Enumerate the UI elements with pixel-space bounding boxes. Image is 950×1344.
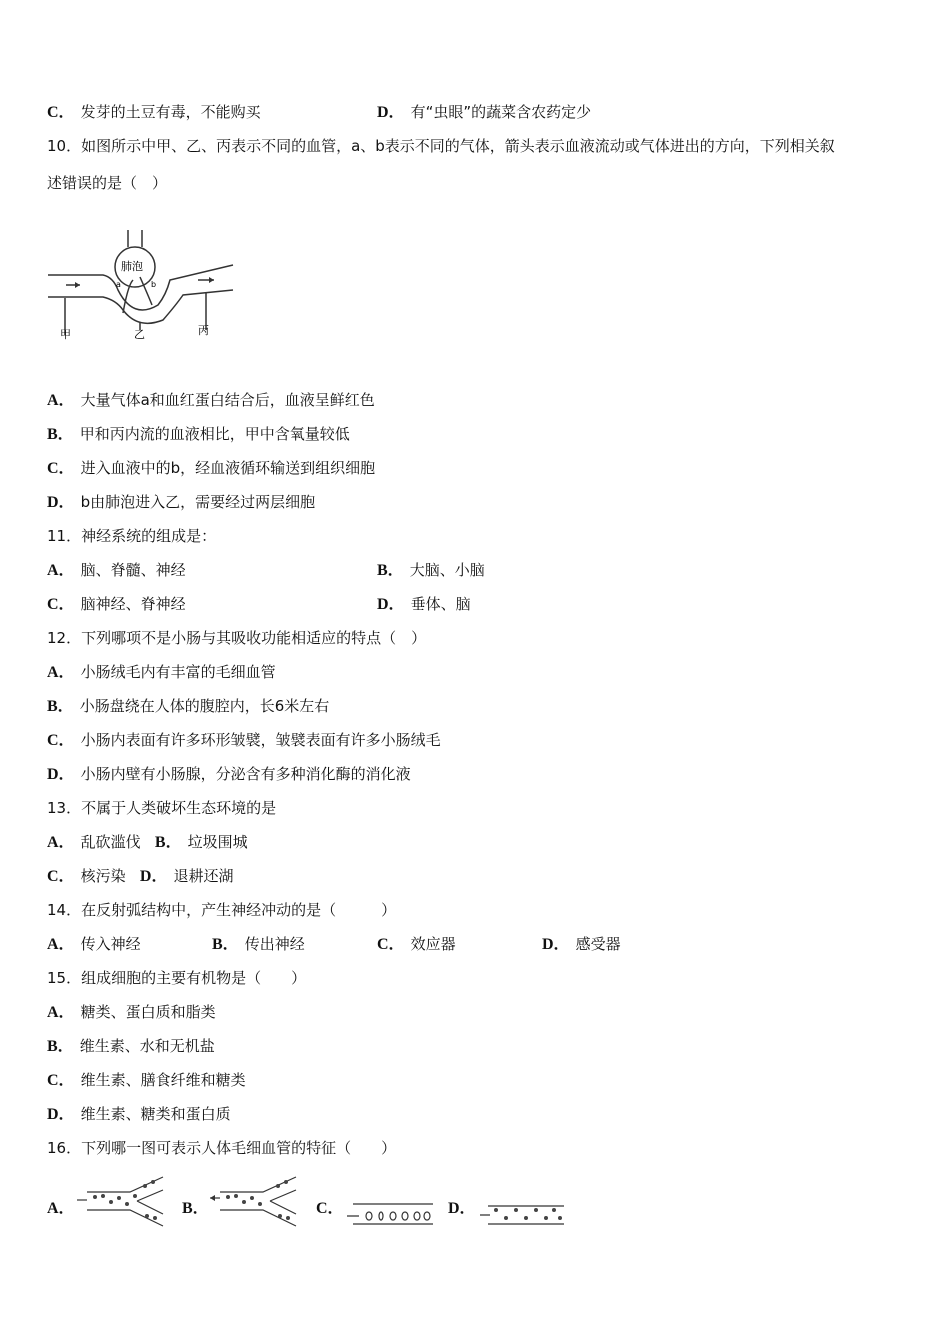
q11-stem: 11．神经系统的组成是： bbox=[47, 527, 217, 545]
q12-option-c: C． 小肠内表面有许多环形皱襞，皱襞表面有许多小肠绒毛 bbox=[47, 731, 441, 749]
capillary-image-c bbox=[345, 1200, 435, 1228]
q15-stem: 15．组成细胞的主要有机物是（ ） bbox=[47, 969, 307, 987]
q13-stem: 13．不属于人类破坏生态环境的是 bbox=[47, 799, 277, 817]
q16-option-a-label: A． bbox=[47, 1200, 75, 1217]
q12-stem: 12．下列哪项不是小肠与其吸收功能相适应的特点（ ） bbox=[47, 629, 427, 647]
q10-stem: 10．如图所示中甲、乙、丙表示不同的血管，a、b表示不同的气体，箭头表示血液流动或气体进出的方向，下列相关叙 bbox=[47, 137, 835, 155]
q16-stem: 16．下列哪一图可表示人体毛细血管的特征（ ） bbox=[47, 1139, 397, 1157]
vessel-bing-label: 丙 bbox=[198, 324, 209, 337]
q12-option-d: D． 小肠内壁有小肠腺，分泌含有多种消化酶的消化液 bbox=[47, 765, 411, 783]
q9-option-d: D． 有“虫眼”的蔬菜含农药定少 bbox=[377, 103, 592, 121]
q15-option-c: C． 维生素、膳食纤维和糖类 bbox=[47, 1071, 246, 1089]
q12-option-a: A． 小肠绒毛内有丰富的毛细血管 bbox=[47, 663, 276, 681]
q11-option-b: B． 大脑、小脑 bbox=[377, 561, 485, 579]
q13-options-ab: A． 乱砍滥伐 B． 垃圾围城 bbox=[47, 833, 248, 851]
q16-option-b-label: B． bbox=[182, 1200, 209, 1217]
q15-option-d: D． 维生素、糖类和蛋白质 bbox=[47, 1105, 231, 1123]
vessel-image-d bbox=[478, 1200, 566, 1228]
q11-option-c: C． 脑神经、脊神经 bbox=[47, 595, 186, 613]
q16-option-c-label: C． bbox=[316, 1200, 344, 1217]
q14-option-d: D． 感受器 bbox=[542, 935, 621, 953]
q10-option-a: A． 大量气体a和血红蛋白结合后，血液呈鲜红色 bbox=[47, 391, 375, 409]
q12-option-b: B． 小肠盘绕在人体的腹腔内，长6米左右 bbox=[47, 697, 330, 715]
q11-option-d: D． 垂体、脑 bbox=[377, 595, 471, 613]
q10-option-c: C． 进入血液中的b，经血液循环输送到组织细胞 bbox=[47, 459, 376, 477]
q10-stem-cont: 述错误的是（ ） bbox=[47, 174, 168, 192]
q14-option-a: A． 传入神经 bbox=[47, 935, 141, 953]
q14-stem: 14．在反射弧结构中，产生神经冲动的是（ ） bbox=[47, 901, 397, 919]
gas-b-label: b bbox=[151, 280, 157, 289]
alveolus-diagram bbox=[48, 225, 238, 345]
q13-options-cd: C． 核污染 D． 退耕还湖 bbox=[47, 867, 234, 885]
q9-option-c: C． 发芽的土豆有毒，不能购买 bbox=[47, 103, 261, 121]
vessel-yi-label: 乙 bbox=[134, 328, 145, 341]
q14-option-c: C． 效应器 bbox=[377, 935, 456, 953]
q11-option-a: A． 脑、脊髓、神经 bbox=[47, 561, 186, 579]
vessel-branch-image-b bbox=[208, 1172, 300, 1228]
q14-option-b: B． 传出神经 bbox=[212, 935, 305, 953]
vessel-jia-label: 甲 bbox=[60, 328, 71, 341]
q10-option-b: B． 甲和丙内流的血液相比，甲中含氧量较低 bbox=[47, 425, 350, 443]
q16-option-d-label: D． bbox=[448, 1200, 476, 1217]
vessel-branch-image-a bbox=[75, 1172, 167, 1228]
gas-a-label: a bbox=[116, 280, 121, 289]
q15-option-b: B． 维生素、水和无机盐 bbox=[47, 1037, 215, 1055]
alveolus-label: 肺泡 bbox=[121, 260, 143, 273]
q10-option-d: D． b由肺泡进入乙，需要经过两层细胞 bbox=[47, 493, 316, 511]
q15-option-a: A． 糖类、蛋白质和脂类 bbox=[47, 1003, 216, 1021]
